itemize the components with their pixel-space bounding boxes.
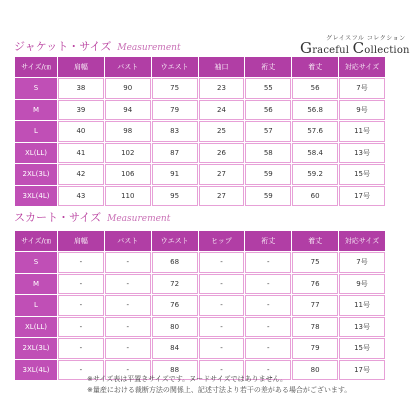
table-row xyxy=(15,186,385,207)
table-cell: 25 xyxy=(199,121,245,142)
table-row xyxy=(15,252,385,273)
table-cell: 77 xyxy=(292,295,338,316)
jacket-header-bust: バスト xyxy=(105,57,151,77)
table-cell: 57 xyxy=(245,121,291,142)
brand-logo-initial-g: G xyxy=(300,39,313,57)
jacket-header-sleeve: 裄丈 xyxy=(245,57,291,77)
table-cell: 15号 xyxy=(339,164,385,185)
table-row xyxy=(15,143,385,164)
table-cell: - xyxy=(245,317,291,338)
table-cell: 41 xyxy=(58,143,104,164)
jacket-header-row xyxy=(15,57,385,77)
table-cell: 88 xyxy=(152,360,198,381)
table-row xyxy=(15,295,385,316)
skirt-row-label: S xyxy=(15,252,57,273)
table-cell: - xyxy=(199,295,245,316)
jacket-header-size: サイズ/㎝ xyxy=(15,57,57,77)
table-cell: 17号 xyxy=(339,360,385,381)
table-cell: - xyxy=(58,317,104,338)
table-row xyxy=(15,338,385,359)
skirt-subtitle: Measurement xyxy=(107,214,171,224)
table-cell: 58.4 xyxy=(292,143,338,164)
table-cell: 7号 xyxy=(339,252,385,273)
skirt-header-bust: バスト xyxy=(105,231,151,251)
skirt-header-shoulder: 肩幅 xyxy=(58,231,104,251)
skirt-section-title xyxy=(14,211,170,226)
jacket-row-label: S xyxy=(15,78,57,99)
table-cell: 38 xyxy=(58,78,104,99)
table-cell: 56 xyxy=(292,78,338,99)
table-cell: 79 xyxy=(152,100,198,121)
skirt-size-table xyxy=(14,230,386,381)
jacket-row-label: 2XL(3L) xyxy=(15,164,57,185)
jacket-header-length: 着丈 xyxy=(292,57,338,77)
table-cell: 23 xyxy=(199,78,245,99)
table-cell: - xyxy=(199,360,245,381)
table-cell: 17号 xyxy=(339,186,385,207)
table-cell: 87 xyxy=(152,143,198,164)
table-row xyxy=(15,78,385,99)
table-cell: 59 xyxy=(245,164,291,185)
table-cell: 80 xyxy=(292,360,338,381)
table-cell: 57.6 xyxy=(292,121,338,142)
table-cell: - xyxy=(245,360,291,381)
table-cell: 40 xyxy=(58,121,104,142)
note-cutting-variance: ※量産における裁断方法の関係上、記述寸法より若干の差がある場合がございます。 xyxy=(87,386,352,394)
brand-logo-japanese: グレイスフル コレクション xyxy=(326,35,406,42)
table-cell: 11号 xyxy=(339,121,385,142)
table-cell: 9号 xyxy=(339,274,385,295)
jacket-size-table xyxy=(14,56,386,207)
skirt-row-label: XL(LL) xyxy=(15,317,57,338)
table-cell: 84 xyxy=(152,338,198,359)
table-cell: 59 xyxy=(245,186,291,207)
table-cell: 75 xyxy=(152,78,198,99)
table-cell: - xyxy=(199,338,245,359)
table-cell: - xyxy=(245,295,291,316)
table-cell: - xyxy=(58,360,104,381)
skirt-header-waist: ウエスト xyxy=(152,231,198,251)
table-cell: 90 xyxy=(105,78,151,99)
table-cell: 76 xyxy=(152,295,198,316)
skirt-title-text: スカート・サイズ xyxy=(14,211,102,224)
table-cell: 98 xyxy=(105,121,151,142)
jacket-row-label: M xyxy=(15,100,57,121)
jacket-section-title xyxy=(14,40,181,55)
jacket-row-label: 3XL(4L) xyxy=(15,186,57,207)
table-cell: 56 xyxy=(245,100,291,121)
table-cell: 39 xyxy=(58,100,104,121)
table-cell: 26 xyxy=(199,143,245,164)
table-cell: 42 xyxy=(58,164,104,185)
table-cell: - xyxy=(199,252,245,273)
table-cell: 75 xyxy=(292,252,338,273)
table-cell: 27 xyxy=(199,186,245,207)
table-cell: 60 xyxy=(292,186,338,207)
skirt-row-label: L xyxy=(15,295,57,316)
table-cell: 24 xyxy=(199,100,245,121)
table-cell: - xyxy=(245,338,291,359)
size-notes xyxy=(87,374,351,396)
skirt-row-label: 2XL(3L) xyxy=(15,338,57,359)
table-cell: 91 xyxy=(152,164,198,185)
table-cell: 72 xyxy=(152,274,198,295)
table-cell: 7号 xyxy=(339,78,385,99)
jacket-header-fit: 対応サイズ xyxy=(339,57,385,77)
table-cell: 43 xyxy=(58,186,104,207)
jacket-row-label: XL(LL) xyxy=(15,143,57,164)
table-cell: - xyxy=(58,338,104,359)
table-row xyxy=(15,274,385,295)
jacket-header-cuff: 袖口 xyxy=(199,57,245,77)
table-row xyxy=(15,164,385,185)
jacket-header-shoulder: 肩幅 xyxy=(58,57,104,77)
table-cell: 58 xyxy=(245,143,291,164)
table-cell: 94 xyxy=(105,100,151,121)
table-cell: 102 xyxy=(105,143,151,164)
skirt-header-row xyxy=(15,231,385,251)
table-row xyxy=(15,121,385,142)
table-cell: 15号 xyxy=(339,338,385,359)
skirt-header-sleeve: 裄丈 xyxy=(245,231,291,251)
table-row xyxy=(15,317,385,338)
skirt-header-size: サイズ/㎝ xyxy=(15,231,57,251)
table-cell: - xyxy=(58,252,104,273)
jacket-header-waist: ウエスト xyxy=(152,57,198,77)
skirt-row-label: 3XL(4L) xyxy=(15,360,57,381)
brand-logo-initial-c: C xyxy=(352,39,365,57)
table-cell: - xyxy=(105,274,151,295)
note-flat-measurement: ※サイズ表は平置きサイズです。ヌードサイズではありません。 xyxy=(87,375,288,383)
skirt-header-fit: 対応サイズ xyxy=(339,231,385,251)
skirt-header-length: 着丈 xyxy=(292,231,338,251)
table-cell: 13号 xyxy=(339,143,385,164)
jacket-title-text: ジャケット・サイズ xyxy=(14,40,112,53)
table-cell: 79 xyxy=(292,338,338,359)
table-cell: - xyxy=(245,274,291,295)
table-cell: 95 xyxy=(152,186,198,207)
table-cell: 68 xyxy=(152,252,198,273)
table-cell: 110 xyxy=(105,186,151,207)
table-cell: 13号 xyxy=(339,317,385,338)
skirt-row-label: M xyxy=(15,274,57,295)
jacket-row-label: L xyxy=(15,121,57,142)
brand-logo-word-collection: ollection xyxy=(364,45,410,56)
table-cell: 27 xyxy=(199,164,245,185)
table-cell: 83 xyxy=(152,121,198,142)
table-row xyxy=(15,100,385,121)
brand-logo-word-graceful: raceful xyxy=(312,45,353,56)
skirt-header-hip: ヒップ xyxy=(199,231,245,251)
table-cell: - xyxy=(199,317,245,338)
table-cell: - xyxy=(199,274,245,295)
table-cell: 106 xyxy=(105,164,151,185)
table-cell: - xyxy=(105,252,151,273)
table-cell: 80 xyxy=(152,317,198,338)
table-cell: - xyxy=(58,295,104,316)
table-cell: - xyxy=(105,295,151,316)
jacket-subtitle: Measurement xyxy=(117,43,181,53)
table-cell: 9号 xyxy=(339,100,385,121)
table-cell: - xyxy=(58,274,104,295)
table-cell: - xyxy=(105,360,151,381)
table-cell: 59.2 xyxy=(292,164,338,185)
table-cell: 76 xyxy=(292,274,338,295)
table-cell: 56.8 xyxy=(292,100,338,121)
table-cell: - xyxy=(105,338,151,359)
table-cell: 11号 xyxy=(339,295,385,316)
table-cell: 55 xyxy=(245,78,291,99)
table-cell: - xyxy=(105,317,151,338)
table-cell: 78 xyxy=(292,317,338,338)
table-cell: - xyxy=(245,252,291,273)
brand-logo-english xyxy=(300,39,410,57)
